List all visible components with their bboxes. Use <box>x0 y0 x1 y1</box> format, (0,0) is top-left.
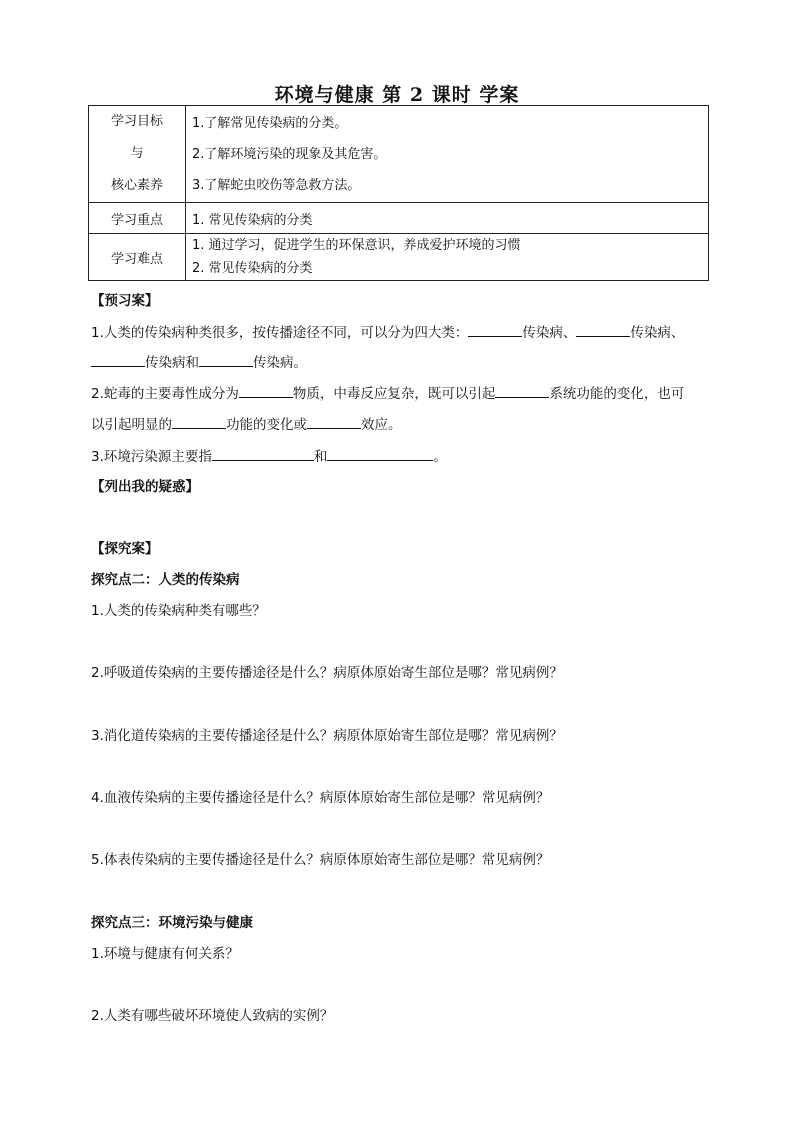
difficulties-content-cell <box>186 234 709 281</box>
explore-heading: 【探究案】 <box>91 541 159 557</box>
explore-point-3-heading: 探究点三：环境污染与健康 <box>91 915 253 931</box>
question-text: 。 <box>433 449 447 465</box>
fill-blank[interactable] <box>199 352 253 367</box>
question-text: 传染病、 <box>630 325 685 341</box>
row-label: 与 <box>130 146 144 161</box>
question-text: 3.环境污染源主要指 <box>91 449 212 465</box>
question-text: 传染病和 <box>145 355 199 371</box>
objective-item: 3.了解蛇虫咬伤等急救方法。 <box>192 177 361 193</box>
fill-blank[interactable] <box>212 446 314 461</box>
explore-question: 2.呼吸道传染病的主要传播途径是什么？病原体原始寄生部位是哪？常见病例？ <box>91 665 563 681</box>
explore-question: 1.环境与健康有何关系？ <box>91 946 239 962</box>
page-title: 环境与健康 第 2 课时 学案 <box>274 84 520 106</box>
fill-blank[interactable] <box>91 352 145 367</box>
question-text: 1.人类的传染病种类很多，按传播途径不同，可以分为四大类： <box>91 325 469 341</box>
question-text: 效应。 <box>361 417 402 433</box>
fill-blank[interactable] <box>172 414 226 429</box>
key-points-label: 学习重点 <box>89 203 186 234</box>
preview-question-2 <box>91 383 684 404</box>
difficulty-item: 2. 常见传染病的分类 <box>192 261 313 276</box>
explore-question: 1.人类的传染病种类有哪些？ <box>91 603 266 619</box>
question-text: 功能的变化或 <box>226 417 307 433</box>
fill-blank[interactable] <box>239 383 293 398</box>
question-text: 传染病。 <box>253 355 307 371</box>
question-text: 2.蛇毒的主要毒性成分为 <box>91 386 239 402</box>
explore-question: 2.人类有哪些破坏环境使人致病的实例？ <box>91 1008 334 1024</box>
fill-blank[interactable] <box>327 446 433 461</box>
fill-blank[interactable] <box>576 322 630 337</box>
question-text: 以引起明显的 <box>91 417 172 433</box>
fill-blank[interactable] <box>495 383 549 398</box>
objective-item: 1.了解常见传染病的分类。 <box>192 115 348 131</box>
fill-blank[interactable] <box>468 322 522 337</box>
preview-question-3 <box>91 446 447 467</box>
table-row <box>89 203 709 234</box>
table-row <box>89 106 709 203</box>
difficulty-item: 1. 通过学习，促进学生的环保意识，养成爱护环境的习惯 <box>192 238 521 253</box>
fill-blank[interactable] <box>307 414 361 429</box>
preview-question-1-cont <box>91 352 307 373</box>
objectives-table <box>88 105 709 281</box>
table-row <box>89 234 709 281</box>
preview-heading: 【预习案】 <box>91 293 159 309</box>
doubts-heading: 【列出我的疑惑】 <box>91 479 199 495</box>
explore-question: 5.体表传染病的主要传播途径是什么？病原体原始寄生部位是哪？常见病例？ <box>91 852 550 868</box>
question-text: 物质，中毒反应复杂，既可以引起 <box>292 386 496 402</box>
question-text: 和 <box>313 449 328 465</box>
explore-question: 4.血液传染病的主要传播途径是什么？病原体原始寄生部位是哪？常见病例？ <box>91 790 550 806</box>
objectives-content-cell <box>186 106 709 203</box>
explore-question: 3.消化道传染病的主要传播途径是什么？病原体原始寄生部位是哪？常见病例？ <box>91 728 563 744</box>
explore-point-2-heading: 探究点二：人类的传染病 <box>91 572 240 588</box>
question-text: 系统功能的变化，也可 <box>549 386 685 402</box>
objectives-label-cell <box>89 106 186 203</box>
preview-question-1 <box>91 322 684 343</box>
key-points-content-cell <box>186 203 709 234</box>
objective-item: 2.了解环境污染的现象及其危害。 <box>192 146 387 162</box>
difficulties-label: 学习难点 <box>89 234 186 281</box>
key-point-item: 1. 常见传染病的分类 <box>192 212 313 228</box>
row-label: 核心素养 <box>110 178 163 193</box>
row-label: 学习目标 <box>110 114 163 129</box>
preview-question-2-cont <box>91 414 402 435</box>
question-text: 传染病、 <box>522 325 577 341</box>
